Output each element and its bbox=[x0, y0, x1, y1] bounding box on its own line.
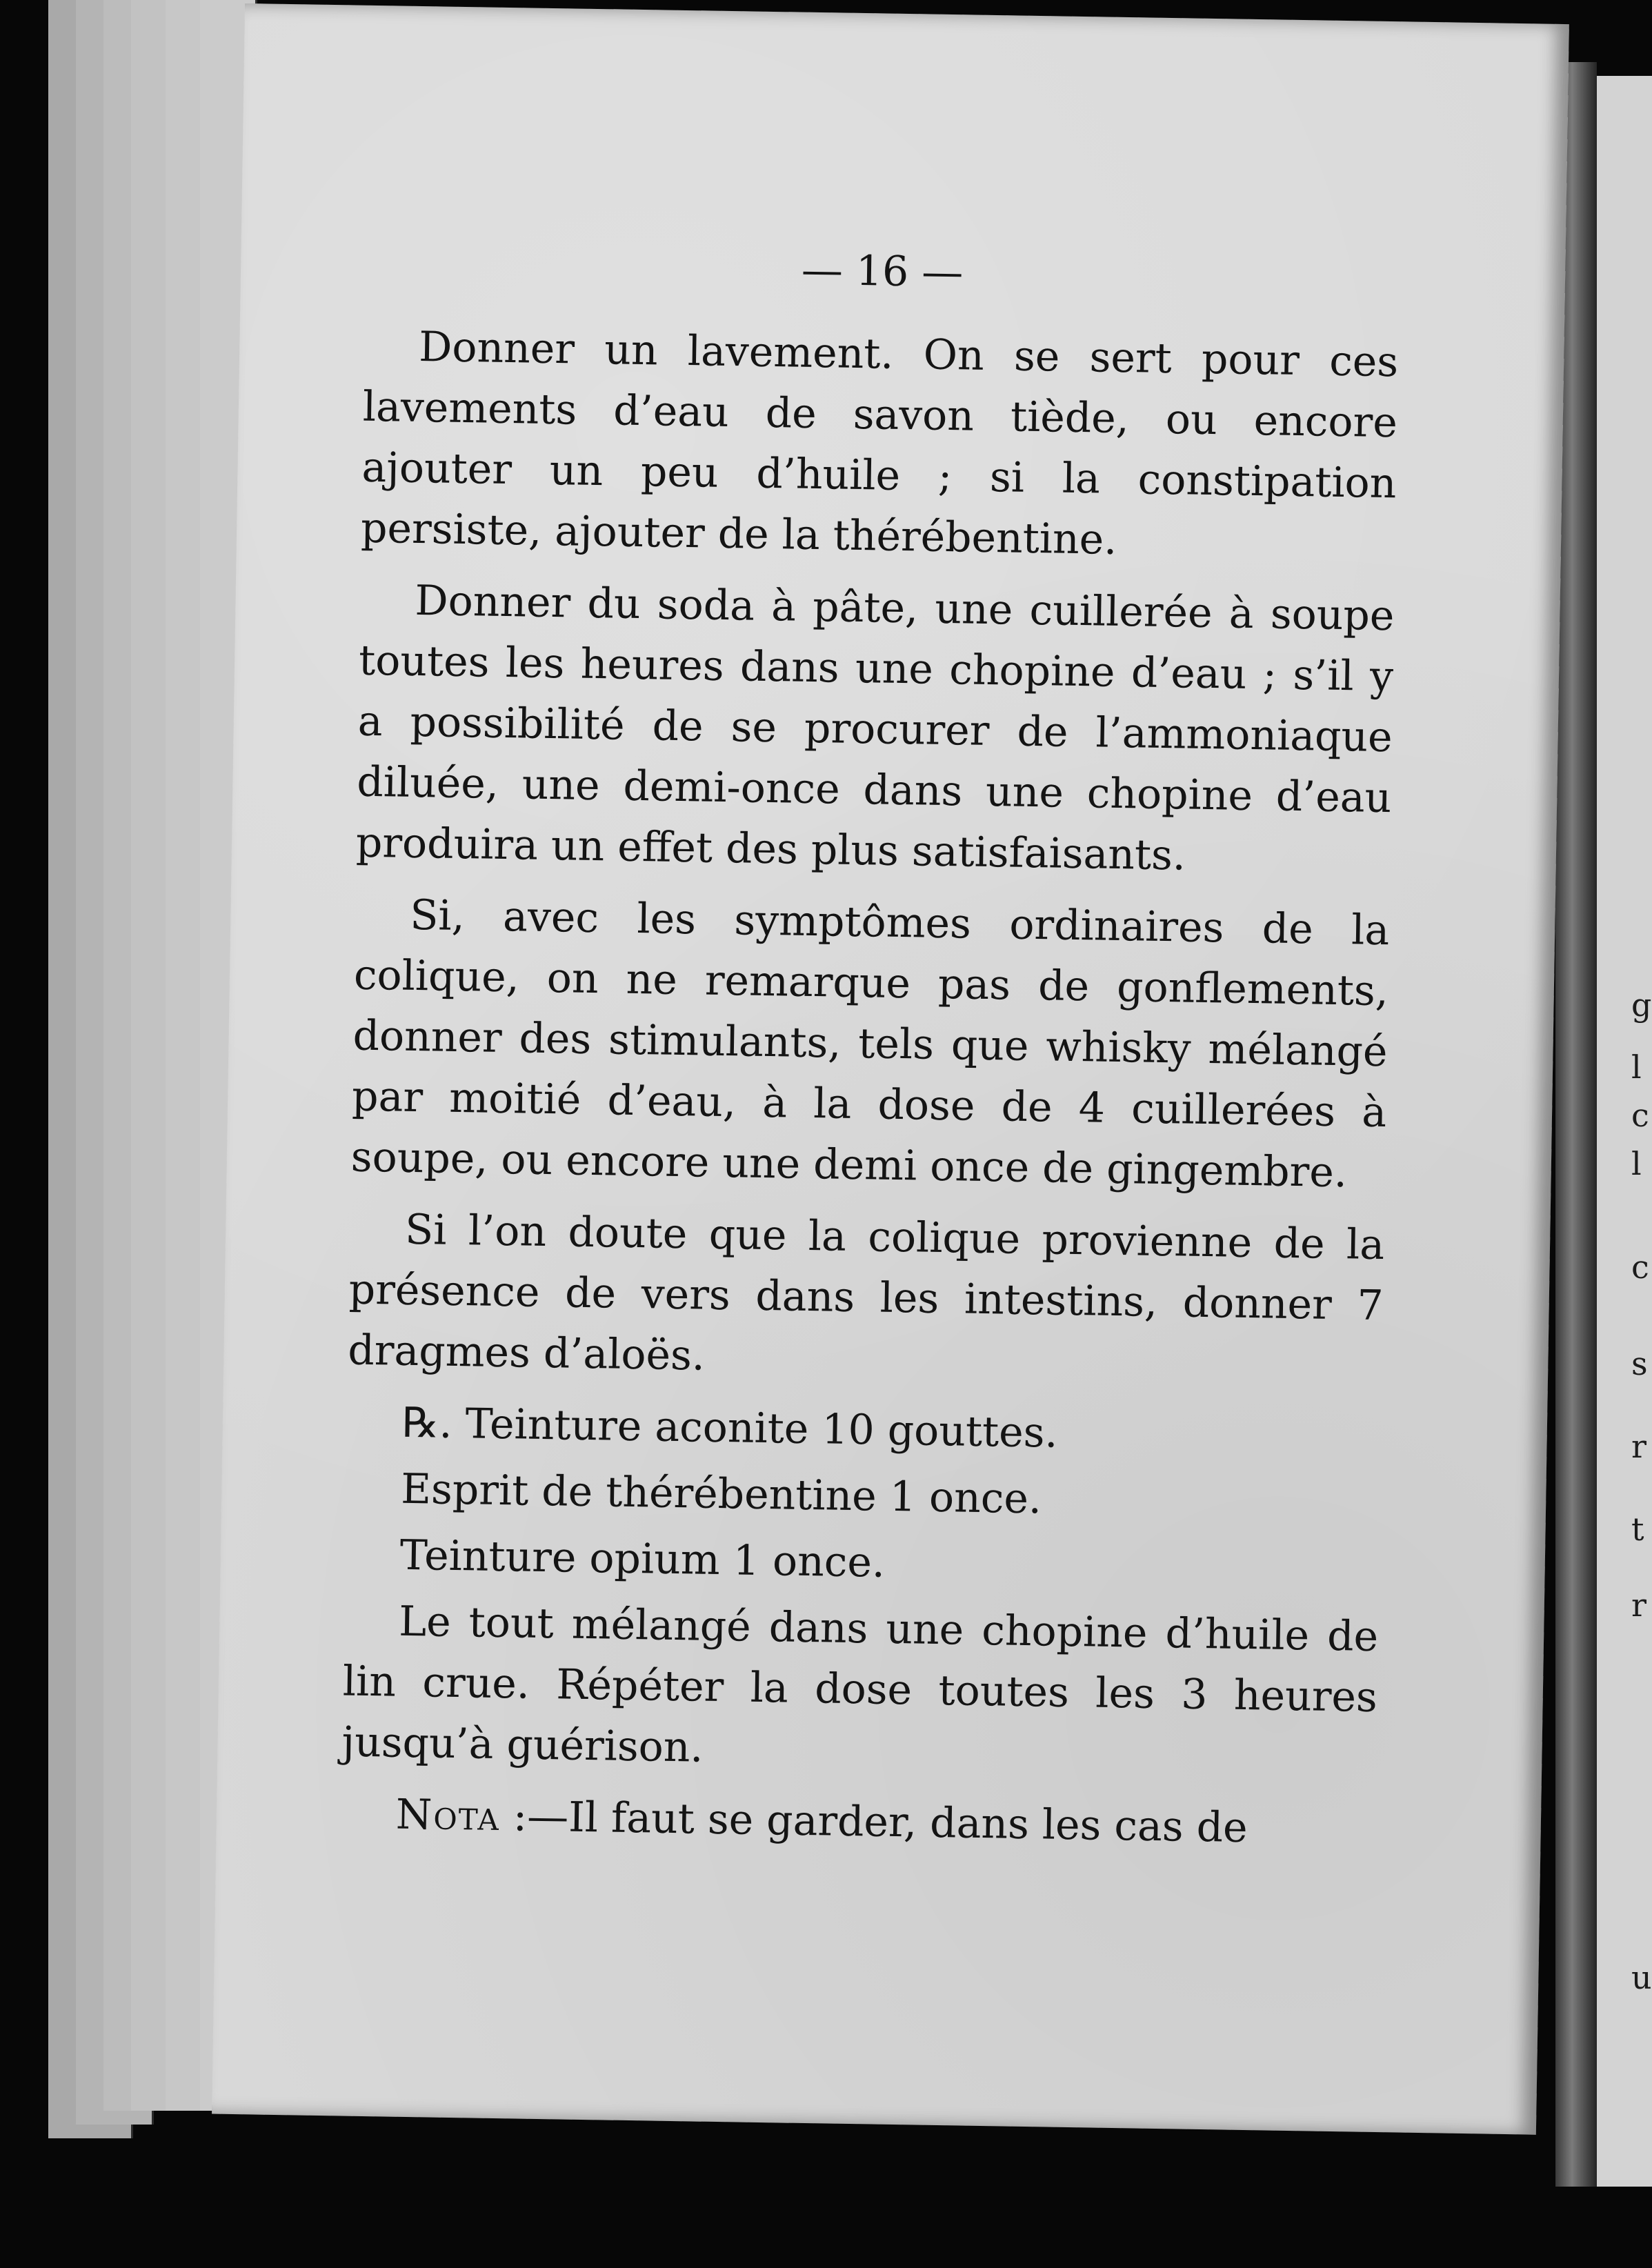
next-page-fragment: c bbox=[1631, 1249, 1649, 1286]
prescription-line: Esprit de thérébentine 1 once. bbox=[400, 1464, 1042, 1524]
prescription-block bbox=[344, 1392, 1382, 1602]
next-page-fragment: s bbox=[1631, 1345, 1648, 1382]
page-body bbox=[340, 233, 1400, 1871]
next-page-fragment: g bbox=[1631, 986, 1652, 1024]
next-page-fragment: c bbox=[1631, 1097, 1649, 1134]
next-page-fragment: u bbox=[1631, 1959, 1652, 1996]
paragraph: Donner un lavement. On se sert pour ces lavements d’eau de savon tiède, ou encore ajouter un peu d’huile ; si la constipation persiste, ajouter de la thérébentine. bbox=[360, 322, 1399, 564]
next-page-fragment: l bbox=[1631, 1048, 1642, 1086]
prescription-line: ℞. Teinture aconite 10 gouttes. bbox=[401, 1398, 1059, 1458]
prescription-line: Teinture opium 1 once. bbox=[399, 1531, 886, 1587]
page-number: — 16 — bbox=[801, 246, 964, 297]
nota-text: :—Il faut se garder, dans les cas de bbox=[499, 1792, 1248, 1853]
paragraph: Si l’on doute que la colique provienne de la présence de vers dans les intestins, donner 7 dragmes d’aloës. bbox=[347, 1205, 1385, 1380]
next-page-fragment: r bbox=[1631, 1428, 1646, 1465]
next-page-fragment: r bbox=[1631, 1586, 1646, 1624]
book-page bbox=[212, 3, 1569, 2135]
paragraph: Si, avec les symptômes ordinaires de la colique, on ne remarque pas de gonflements, donner des stimulants, tels que whisky mélangé par moitié d’eau, à la dose de 4 cuillerées à soupe, ou encore une demi once de gingembre. bbox=[350, 891, 1390, 1197]
paragraph: Donner du soda à pâte, une cuillerée à soupe toutes les heures dans une chopine d’eau ; s’il y a possibilité de se procurer de l’ammoniaque diluée, une demi-once dans une chopine d’eau produira un effet des plus satisfaisants. bbox=[355, 576, 1395, 880]
nota-paragraph bbox=[340, 1783, 1375, 1860]
next-page-fragment: l bbox=[1631, 1145, 1642, 1182]
next-page-edge bbox=[1597, 76, 1652, 2187]
closing-paragraph: Le tout mélangé dans une chopine d’huile de lin crue. Répéter la dose toutes les 3 heures jusqu’à guérison. bbox=[341, 1597, 1379, 1772]
next-page-fragment: t bbox=[1631, 1511, 1644, 1548]
nota-label: Nota bbox=[395, 1790, 501, 1841]
